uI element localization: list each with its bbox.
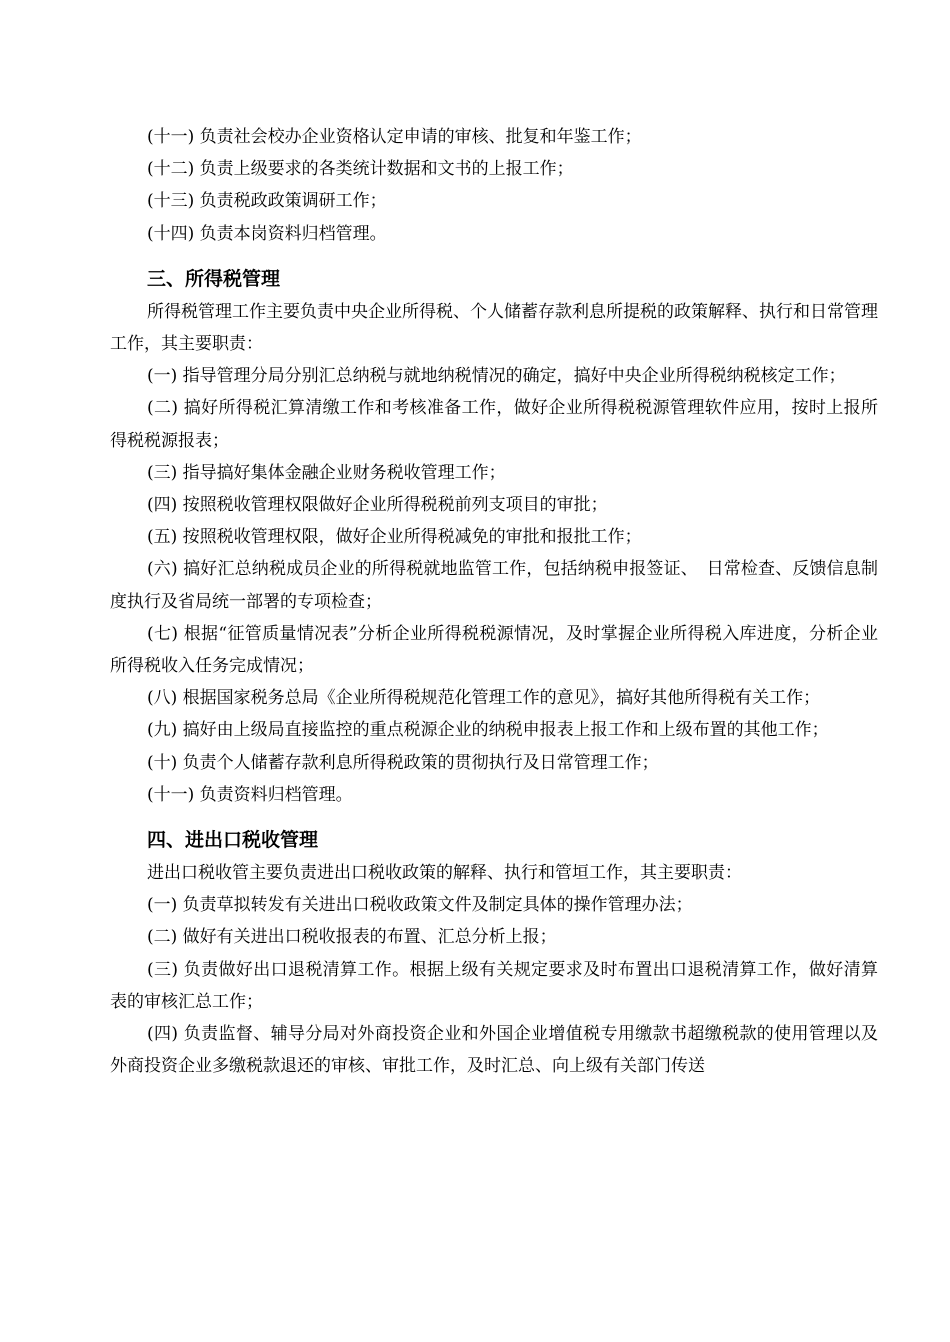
list-item: (五) 按照税收管理权限，做好企业所得税减免的审批和报批工作；	[147, 527, 642, 548]
section-intro: 所得税管理工作主要负责中央企业所得税、个人储蓄存款利息所提税的政策解释、执行和日常管理工作，其主要职责：	[110, 301, 878, 355]
section-heading-income-tax: 三、所得税管理	[147, 267, 281, 290]
list-item: (十) 负责个人储蓄存款利息所得税政策的贯彻执行及日常管理工作；	[147, 752, 659, 773]
list-item: (一) 负责草拟转发有关进出口税收政策文件及制定具体的操作管理办法；	[147, 895, 693, 916]
list-item: (二) 做好有关进出口税收报表的布置、汇总分析上报；	[147, 927, 557, 948]
list-item: (十一) 负责资料归档管理。	[147, 784, 353, 805]
section-intro: 进出口税收管主要负责进出口税收政策的解释、执行和管垣工作，其主要职责：	[147, 863, 742, 884]
list-item: (六) 搞好汇总纳税成员企业的所得税就地监管工作，包括纳税申报签证、 日常检查、反馈信息制度执行及省局统一部署的专项检查；	[110, 559, 878, 612]
list-item: (十三) 负责税政政策调研工作；	[147, 191, 387, 212]
list-item: (七) 根据“征管质量情况表”分析企业所得税税源情况，及时掌握企业所得税入库进度，分析企业所得税收入任务完成情况；	[110, 623, 878, 677]
list-item: (九) 搞好由上级局直接监控的重点税源企业的纳税申报表上报工作和上级布置的其他工作；	[147, 720, 829, 741]
section-heading-import-export-tax: 四、进出口税收管理	[147, 829, 319, 852]
list-item: (十四) 负责本岗资料归档管理。	[147, 223, 387, 244]
list-item: (三) 负责做好出口退税清算工作。根据上级有关规定要求及时布置出口退税清算工作，做好清算表的审核汇总工作；	[110, 959, 878, 1012]
list-item: (十二) 负责上级要求的各类统计数据和文书的上报工作；	[147, 159, 574, 180]
list-item: (三) 指导搞好集体金融企业财务税收管理工作；	[147, 462, 506, 483]
list-item: (一) 指导管理分局分别汇总纳税与就地纳税情况的确定，搞好中央企业所得税纳税核定工作；	[147, 366, 846, 387]
document-page	[110, 121, 878, 1082]
list-item: (四) 负责监督、辅导分局对外商投资企业和外国企业增值税专用缴款书超缴税款的使用管理以及外商投资企业多缴税款退还的审核、审批工作，及时汇总、向上级有关部门传送	[110, 1024, 878, 1077]
list-item: (四) 按照税收管理权限做好企业所得税税前列支项目的审批；	[147, 495, 608, 516]
list-item: (八) 根据国家税务总局《企业所得税规范化管理工作的意见》，搞好其他所得税有关工作；	[147, 688, 821, 709]
list-item: (十一) 负责社会校办企业资格认定申请的审核、批复和年鉴工作；	[147, 127, 642, 147]
list-item: (二) 搞好所得税汇算清缴工作和考核准备工作，做好企业所得税税源管理软件应用，按时上报所得税税源报表；	[110, 398, 878, 451]
